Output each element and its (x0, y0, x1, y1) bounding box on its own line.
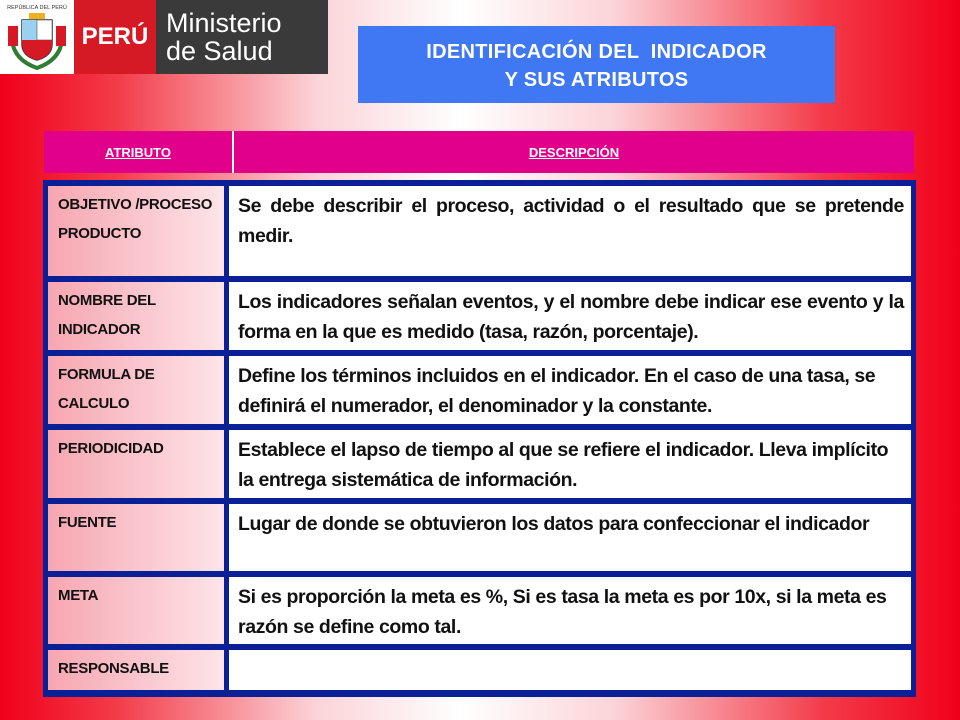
ministry-name (156, 0, 328, 74)
attribute-cell: NOMBRE DEL INDICADOR (48, 282, 224, 350)
attribute-cell: FUENTE (48, 504, 224, 571)
column-header-description: DESCRIPCIÓN (528, 144, 620, 160)
attribute-cell: PERIODICIDAD (48, 430, 224, 498)
table-row (48, 577, 911, 644)
ministry-logo (0, 0, 328, 74)
table-row (48, 282, 911, 350)
attribute-cell: FORMULA DE CALCULO (48, 356, 224, 424)
attribute-cell: RESPONSABLE (48, 650, 224, 690)
ministry-line-1: Ministerio (166, 8, 282, 38)
coat-of-arms-icon (0, 0, 74, 74)
description-cell: Se debe describir el proceso, actividad o el resultado que se pretende medir. (229, 186, 911, 276)
table-row (48, 186, 911, 276)
shield-text: REPÚBLICA DEL PERÚ (7, 5, 67, 11)
page-title (358, 26, 835, 103)
attribute-cell: META (48, 577, 224, 644)
column-header-attribute: ATRIBUTO (44, 131, 234, 173)
description-cell: Los indicadores señalan eventos, y el nombre debe indicar ese evento y la forma en la que es medido (tasa, razón, porcentaje). (229, 282, 911, 350)
ministry-line-2: de Salud (166, 36, 273, 66)
table-header (44, 131, 914, 173)
country-label: PERÚ (74, 0, 156, 74)
attributes-table (43, 180, 916, 697)
table-row (48, 356, 911, 424)
description-cell: Si es proporción la meta es %, Si es tasa la meta es por 10x, si la meta es razón se define como tal. (229, 577, 911, 644)
table-row (48, 650, 911, 690)
title-line-2: Y SUS ATRIBUTOS (504, 69, 689, 91)
title-line-1: IDENTIFICACIÓN DEL INDICADOR (426, 41, 767, 63)
description-cell: Establece el lapso de tiempo al que se refiere el indicador. Lleva implícito la entrega sistemática de información. (229, 430, 911, 498)
attribute-cell: OBJETIVO /PROCESO PRODUCTO (48, 186, 224, 276)
table-row (48, 504, 911, 571)
description-cell: Define los términos incluidos en el indicador. En el caso de una tasa, se definirá el numerador, el denominador y la constante. (229, 356, 911, 424)
description-cell: Lugar de donde se obtuvieron los datos para confeccionar el indicador (229, 504, 911, 571)
description-cell (229, 650, 911, 690)
table-row (48, 430, 911, 498)
